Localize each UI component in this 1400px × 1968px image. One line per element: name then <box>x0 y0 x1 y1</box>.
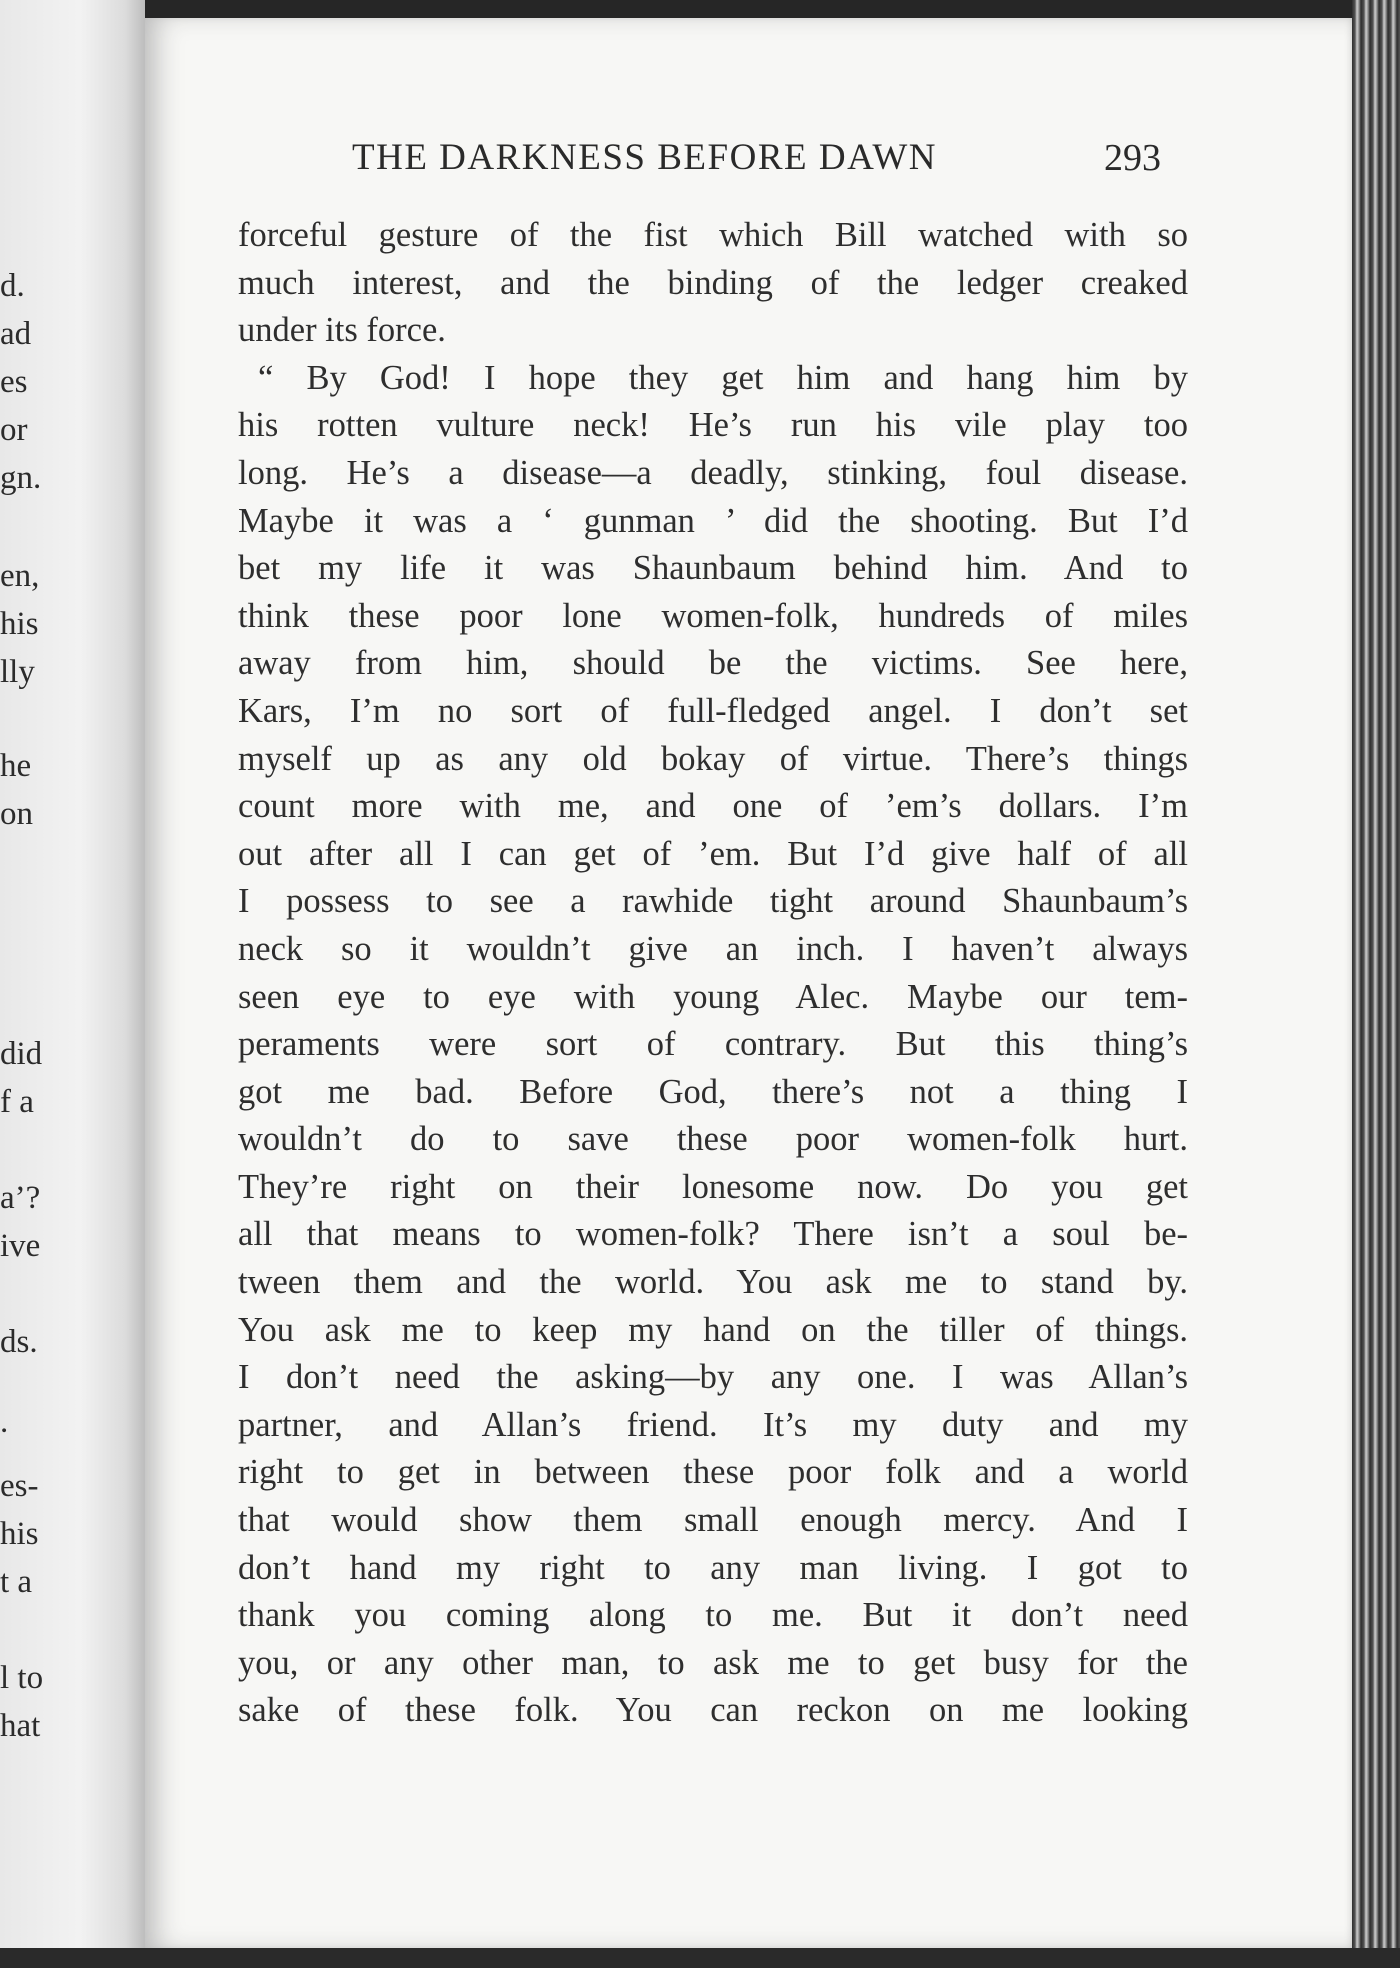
text-line: his rotten vulture neck! He’s run his vile play too <box>238 406 1188 445</box>
text-line: Kars, I’m no sort of full-fledged angel. I don’t set <box>238 691 1188 730</box>
text-line: much interest, and the binding of the ledger creaked <box>238 263 1188 302</box>
text-line: away from him, should be the victims. See here, <box>238 644 1188 683</box>
text-line: myself up as any old bokay of virtue. There’s things <box>238 739 1188 778</box>
left-fragment: . <box>0 1404 9 1440</box>
left-fragment: es- <box>0 1468 39 1504</box>
text-line: sake of these folk. You can reckon on me looking <box>238 1691 1188 1730</box>
text-line: you, or any other man, to ask me to get busy for the <box>238 1643 1188 1682</box>
text-line: partner, and Allan’s friend. It’s my duty and my <box>238 1405 1188 1444</box>
left-fragment: on <box>0 796 33 832</box>
text-line: don’t hand my right to any man living. I got to <box>238 1548 1188 1587</box>
text-line: forceful gesture of the fist which Bill watched with so <box>238 216 1188 254</box>
text-line: “ By God! I hope they get him and hang him by <box>258 358 1188 397</box>
left-fragment: his <box>0 606 39 642</box>
running-head <box>352 136 1182 186</box>
text-line: peraments were sort of contrary. But this thing’s <box>238 1025 1188 1064</box>
text-line: I don’t need the asking—by any one. I was Allan’s <box>238 1358 1188 1397</box>
left-fragment: ds. <box>0 1324 38 1360</box>
text-line: out after all I can get of ’em. But I’d give half of all <box>238 834 1188 873</box>
text-line: that would show them small enough mercy. And I <box>238 1501 1188 1540</box>
left-fragment: l to <box>0 1660 44 1696</box>
text-line: seen eye to eye with young Alec. Maybe our tem- <box>238 977 1188 1016</box>
scan-bottom-border <box>0 1948 1400 1968</box>
text-line: thank you coming along to me. But it don’t need <box>238 1596 1188 1635</box>
text-line: You ask me to keep my hand on the tiller of things. <box>238 1310 1188 1349</box>
text-line: got me bad. Before God, there’s not a thing I <box>238 1072 1188 1111</box>
left-fragment: did <box>0 1036 43 1072</box>
left-fragment: ive <box>0 1228 41 1264</box>
left-fragment: gn. <box>0 460 42 496</box>
text-line: I possess to see a rawhide tight around Shaunbaum’s <box>238 882 1188 921</box>
left-fragment: or <box>0 412 28 448</box>
book-page-edges <box>1352 0 1400 1968</box>
text-line: all that means to women-folk? There isn’t a soul be- <box>238 1215 1188 1254</box>
left-fragment: t a <box>0 1564 33 1600</box>
left-fragment: he <box>0 748 32 784</box>
left-fragment: lly <box>0 654 35 690</box>
left-fragment: his <box>0 1516 39 1552</box>
text-line: wouldn’t do to save these poor women-folk hurt. <box>238 1120 1188 1159</box>
left-fragment: hat <box>0 1708 41 1744</box>
text-line: right to get in between these poor folk and a world <box>238 1453 1188 1492</box>
text-line: neck so it wouldn’t give an inch. I haven’t always <box>238 929 1188 968</box>
body-text <box>238 212 1188 1735</box>
scan-top-border <box>0 0 1400 18</box>
left-fragment: f a <box>0 1084 34 1120</box>
text-line: long. He’s a disease—a deadly, stinking, foul disease. <box>238 453 1188 492</box>
text-line: count more with me, and one of ’em’s dollars. I’m <box>238 787 1188 826</box>
left-fragment: a’? <box>0 1180 41 1216</box>
left-fragment: ad <box>0 316 32 352</box>
left-fragment: en, <box>0 558 40 594</box>
left-page-edge <box>0 0 145 1968</box>
running-title: THE DARKNESS BEFORE DAWN <box>352 137 937 178</box>
text-line: think these poor lone women-folk, hundreds of miles <box>238 596 1188 635</box>
text-line: bet my life it was Shaunbaum behind him. And to <box>238 549 1188 588</box>
text-line: Maybe it was a ‘ gunman ’ did the shooting. But I’d <box>238 501 1188 540</box>
text-line: They’re right on their lonesome now. Do you get <box>238 1167 1188 1206</box>
left-fragment: d. <box>0 268 25 304</box>
text-line: under its force. <box>238 311 446 350</box>
page-number: 293 <box>1104 137 1161 179</box>
text-line: tween them and the world. You ask me to stand by. <box>238 1263 1188 1302</box>
left-fragment: es <box>0 364 28 400</box>
